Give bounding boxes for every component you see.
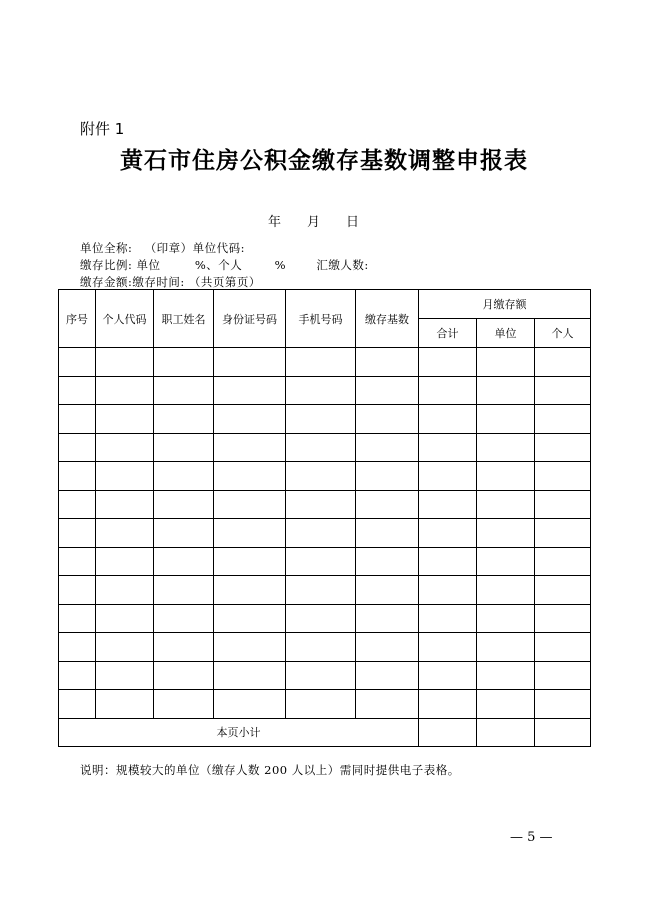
- table-cell[interactable]: [96, 462, 154, 491]
- table-cell[interactable]: [214, 576, 286, 605]
- amount-label: 缴存金额:: [80, 275, 133, 289]
- table-cell[interactable]: [214, 490, 286, 519]
- table-cell[interactable]: [154, 547, 214, 576]
- table-cell[interactable]: [96, 661, 154, 690]
- table-cell[interactable]: [419, 576, 477, 605]
- table-row: [59, 690, 591, 719]
- table-cell[interactable]: [535, 576, 591, 605]
- table-cell[interactable]: [59, 604, 96, 633]
- percent-label: %: [274, 258, 287, 272]
- info-amount-line: [80, 274, 261, 290]
- table-row: [59, 576, 591, 605]
- table-cell[interactable]: [214, 405, 286, 434]
- table-cell[interactable]: [154, 405, 214, 434]
- table-cell[interactable]: [59, 405, 96, 434]
- table-cell[interactable]: [356, 604, 419, 633]
- table-cell[interactable]: [154, 576, 214, 605]
- table-cell[interactable]: [59, 462, 96, 491]
- subtotal-row: [59, 718, 591, 746]
- table-cell[interactable]: [154, 348, 214, 377]
- table-cell[interactable]: [96, 633, 154, 662]
- table-cell[interactable]: [214, 519, 286, 548]
- header-id-number: 身份证号码: [214, 290, 286, 348]
- table-cell[interactable]: [419, 462, 477, 491]
- table-cell[interactable]: [96, 547, 154, 576]
- subtotal-cell[interactable]: [535, 718, 591, 746]
- table-cell[interactable]: [356, 547, 419, 576]
- table-cell[interactable]: [214, 690, 286, 719]
- table-cell[interactable]: [477, 376, 535, 405]
- table-row: [59, 376, 591, 405]
- table-cell[interactable]: [214, 661, 286, 690]
- table-row: [59, 433, 591, 462]
- table-cell[interactable]: [419, 690, 477, 719]
- table-cell[interactable]: [356, 405, 419, 434]
- table-cell[interactable]: [96, 433, 154, 462]
- table-cell[interactable]: [154, 519, 214, 548]
- table-cell[interactable]: [286, 433, 356, 462]
- table-cell[interactable]: [535, 604, 591, 633]
- table-cell[interactable]: [214, 433, 286, 462]
- table-cell[interactable]: [419, 405, 477, 434]
- table-cell[interactable]: [214, 604, 286, 633]
- table-cell[interactable]: [286, 576, 356, 605]
- table-cell[interactable]: [356, 462, 419, 491]
- table-cell[interactable]: [477, 405, 535, 434]
- table-cell[interactable]: [96, 576, 154, 605]
- table-cell[interactable]: [154, 690, 214, 719]
- header-unit: 单位: [477, 319, 535, 348]
- note: 说明：规模较大的单位（缴存人数 200 人以上）需同时提供电子表格。: [80, 763, 460, 777]
- table-cell[interactable]: [286, 490, 356, 519]
- subtotal-cell[interactable]: [419, 718, 477, 746]
- header-total: 合计: [419, 319, 477, 348]
- table-cell[interactable]: [535, 519, 591, 548]
- table-cell[interactable]: [96, 604, 154, 633]
- table-cell[interactable]: [477, 462, 535, 491]
- table-cell[interactable]: [286, 376, 356, 405]
- table-cell[interactable]: [535, 547, 591, 576]
- unit-name-label: 单位全称:: [80, 241, 133, 255]
- table-row: [59, 604, 591, 633]
- table-cell[interactable]: [419, 376, 477, 405]
- table-cell[interactable]: [59, 547, 96, 576]
- table-cell[interactable]: [477, 633, 535, 662]
- page-number: — 5 —: [510, 830, 553, 845]
- table-row: [59, 633, 591, 662]
- table-row: [59, 348, 591, 377]
- table-cell[interactable]: [96, 490, 154, 519]
- table-cell[interactable]: [96, 519, 154, 548]
- table-cell[interactable]: [286, 547, 356, 576]
- date-day: 日: [346, 215, 360, 230]
- table-cell[interactable]: [214, 348, 286, 377]
- table-cell[interactable]: [356, 661, 419, 690]
- table-cell[interactable]: [286, 348, 356, 377]
- attachment-label: 附件 1: [80, 120, 125, 138]
- table-cell[interactable]: [535, 405, 591, 434]
- table-cell[interactable]: [96, 405, 154, 434]
- table-cell[interactable]: [356, 576, 419, 605]
- table-cell[interactable]: [96, 348, 154, 377]
- header-name: 职工姓名: [154, 290, 214, 348]
- table-cell[interactable]: [477, 433, 535, 462]
- table-cell[interactable]: [356, 376, 419, 405]
- headcount-label: 汇缴人数:: [316, 258, 369, 272]
- page-count-label: （共页第页）: [188, 275, 261, 289]
- table-cell[interactable]: [96, 690, 154, 719]
- table-cell[interactable]: [535, 376, 591, 405]
- table-cell[interactable]: [419, 490, 477, 519]
- table-cell[interactable]: [535, 348, 591, 377]
- table-cell[interactable]: [356, 633, 419, 662]
- table-cell[interactable]: [154, 604, 214, 633]
- table-cell[interactable]: [154, 462, 214, 491]
- subtotal-label: 本页小计: [59, 718, 419, 746]
- table-cell[interactable]: [535, 661, 591, 690]
- table-cell[interactable]: [214, 547, 286, 576]
- table-cell[interactable]: [154, 633, 214, 662]
- table-cell[interactable]: [59, 661, 96, 690]
- table-cell[interactable]: [214, 633, 286, 662]
- table-cell[interactable]: [286, 462, 356, 491]
- table-row: [59, 462, 591, 491]
- header-personal: 个人: [535, 319, 591, 348]
- table-cell[interactable]: [477, 576, 535, 605]
- table-cell[interactable]: [477, 490, 535, 519]
- table-cell[interactable]: [535, 490, 591, 519]
- table-cell[interactable]: [477, 661, 535, 690]
- table-cell[interactable]: [154, 433, 214, 462]
- table-cell[interactable]: [477, 547, 535, 576]
- table-cell[interactable]: [356, 519, 419, 548]
- table-row: [59, 661, 591, 690]
- table-cell[interactable]: [96, 376, 154, 405]
- table-cell[interactable]: [59, 348, 96, 377]
- table-cell[interactable]: [59, 519, 96, 548]
- info-unit-line: [80, 240, 245, 256]
- table-cell[interactable]: [214, 462, 286, 491]
- table-cell[interactable]: [419, 633, 477, 662]
- table-cell[interactable]: [535, 462, 591, 491]
- header-phone: 手机号码: [286, 290, 356, 348]
- table-cell[interactable]: [419, 604, 477, 633]
- personal-ratio-label: %、个人: [194, 258, 243, 272]
- declaration-table: [58, 289, 591, 747]
- table-cell[interactable]: [59, 376, 96, 405]
- info-ratio-line: [80, 257, 369, 273]
- table-cell[interactable]: [419, 348, 477, 377]
- subtotal-cell[interactable]: [477, 718, 535, 746]
- table-cell[interactable]: [419, 519, 477, 548]
- table-cell[interactable]: [286, 604, 356, 633]
- table-cell[interactable]: [477, 519, 535, 548]
- table-cell[interactable]: [356, 690, 419, 719]
- header-personal-code: 个人代码: [96, 290, 154, 348]
- table-cell[interactable]: [419, 547, 477, 576]
- table-cell[interactable]: [356, 433, 419, 462]
- table-cell[interactable]: [535, 690, 591, 719]
- table-cell[interactable]: [154, 376, 214, 405]
- table-cell[interactable]: [286, 519, 356, 548]
- table-row: [59, 490, 591, 519]
- table-cell[interactable]: [59, 633, 96, 662]
- table-cell[interactable]: [477, 690, 535, 719]
- table-cell[interactable]: [535, 633, 591, 662]
- unit-code-label: （印章）单位代码:: [144, 241, 246, 255]
- table-cell[interactable]: [477, 604, 535, 633]
- table-cell[interactable]: [59, 490, 96, 519]
- table-cell[interactable]: [154, 661, 214, 690]
- table-cell[interactable]: [535, 433, 591, 462]
- table-row: [59, 547, 591, 576]
- header-monthly: 月缴存额: [419, 290, 591, 319]
- table-row: [59, 405, 591, 434]
- table-cell[interactable]: [419, 661, 477, 690]
- date-year: 年: [268, 215, 282, 230]
- table-cell[interactable]: [286, 661, 356, 690]
- date-month: 月: [307, 215, 321, 230]
- table-cell[interactable]: [477, 348, 535, 377]
- date-line: [268, 211, 359, 230]
- header-base: 缴存基数: [356, 290, 419, 348]
- header-seq: 序号: [59, 290, 96, 348]
- table-cell[interactable]: [59, 576, 96, 605]
- table-cell[interactable]: [286, 405, 356, 434]
- table-cell[interactable]: [286, 690, 356, 719]
- table-cell[interactable]: [419, 433, 477, 462]
- table-cell[interactable]: [59, 690, 96, 719]
- table-cell[interactable]: [59, 433, 96, 462]
- form-title: 黄石市住房公积金缴存基数调整申报表: [120, 147, 528, 174]
- table-cell[interactable]: [286, 633, 356, 662]
- table-cell[interactable]: [356, 490, 419, 519]
- table-row: [59, 519, 591, 548]
- table-cell[interactable]: [214, 376, 286, 405]
- table-cell[interactable]: [154, 490, 214, 519]
- deposit-time-label: 缴存时间:: [132, 275, 185, 289]
- unit-ratio-label: 缴存比例: 单位: [80, 258, 161, 272]
- table-cell[interactable]: [356, 348, 419, 377]
